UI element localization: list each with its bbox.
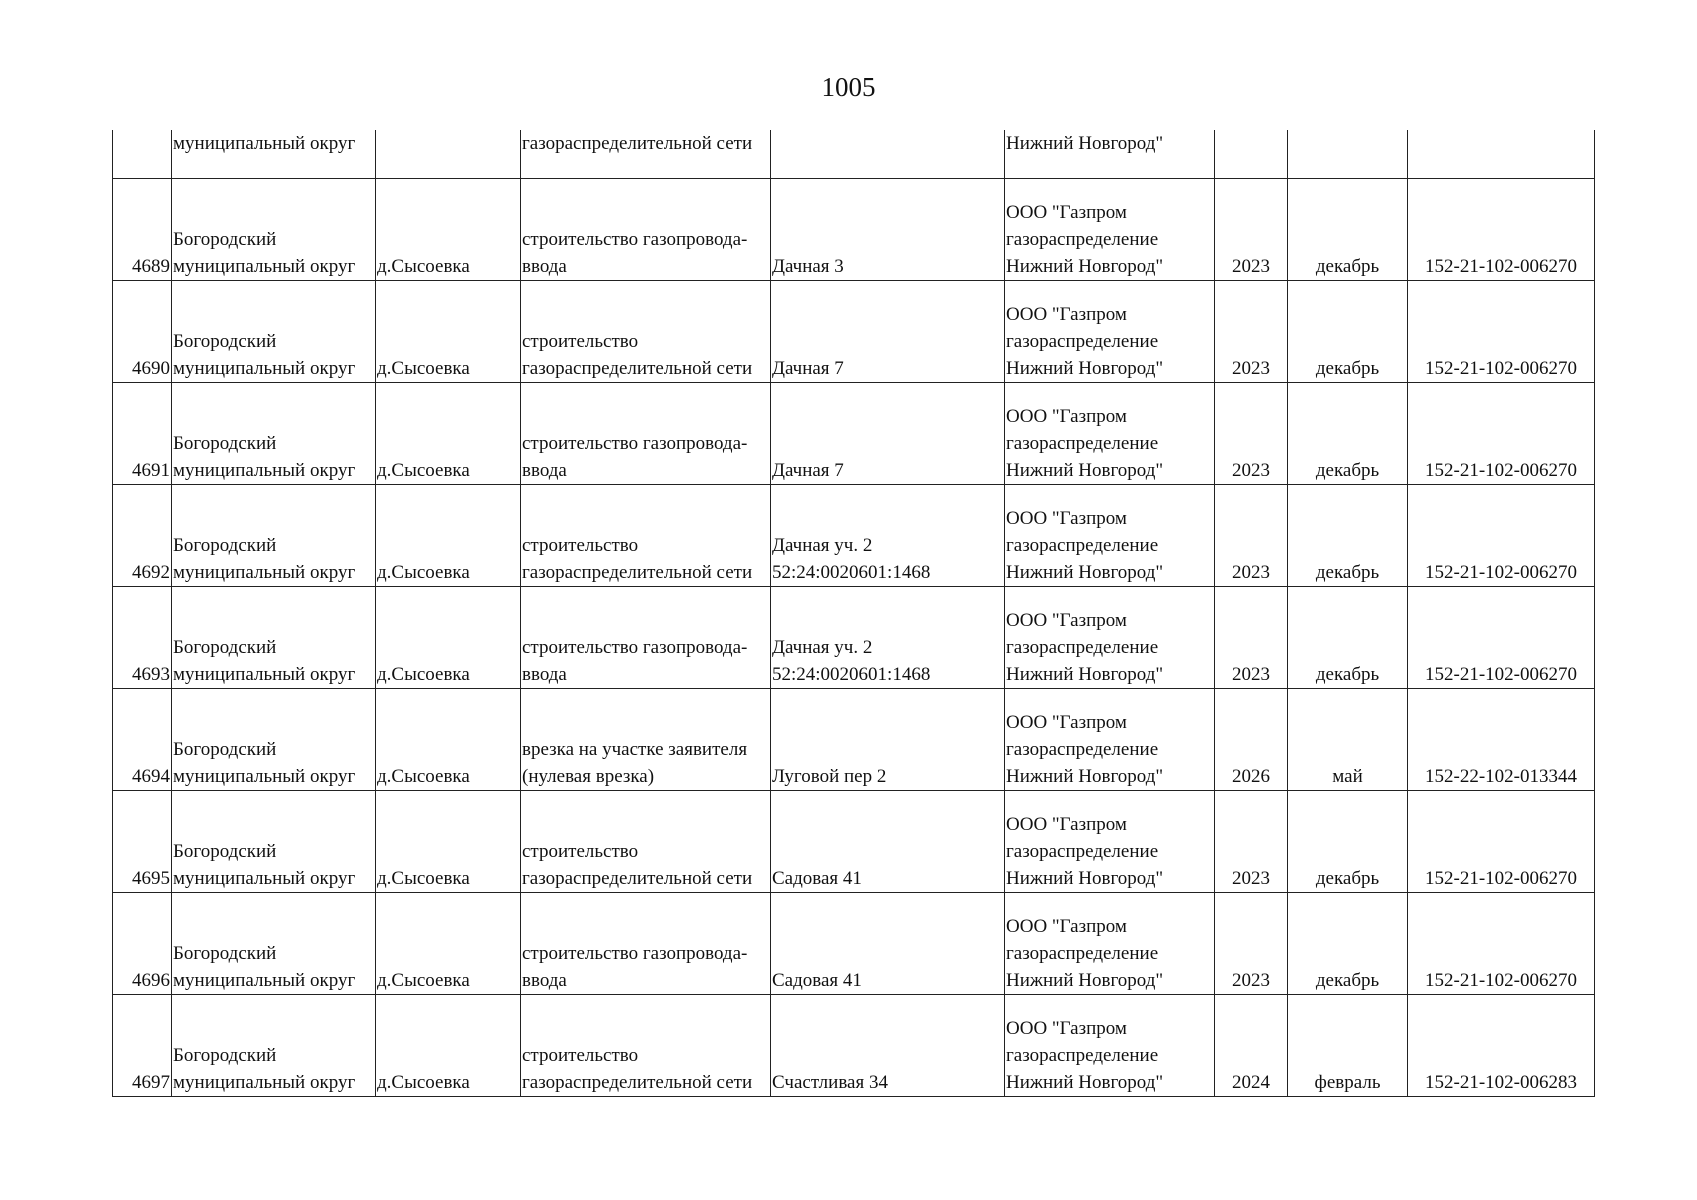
table-row	[113, 791, 1595, 893]
cell-work-line: строительство газопровода-	[522, 637, 748, 658]
cell-work-line: газораспределительной сети	[522, 1072, 753, 1093]
cell-org-line: ООО "Газпром	[1006, 508, 1127, 529]
cell-code: 152-22-102-013344	[1408, 689, 1595, 791]
cell-address	[771, 485, 1005, 587]
cell-org-line: ООО "Газпром	[1006, 610, 1127, 631]
cell-org	[1005, 281, 1215, 383]
cell-num: 4696	[113, 893, 172, 995]
cell-code	[1408, 130, 1595, 179]
cell-month: декабрь	[1288, 791, 1408, 893]
cell-work-line: ввода	[522, 460, 567, 481]
cell-org-line: газораспределение	[1006, 841, 1159, 862]
cell-village: д.Сысоевка	[376, 179, 521, 281]
cell-work	[521, 689, 771, 791]
cell-month: декабрь	[1288, 383, 1408, 485]
cell-org-line: Нижний Новгород"	[1006, 358, 1164, 379]
cell-org	[1005, 485, 1215, 587]
table-row	[113, 587, 1595, 689]
cell-village	[376, 130, 521, 179]
cell-village: д.Сысоевка	[376, 383, 521, 485]
cell-org-line: ООО "Газпром	[1006, 202, 1127, 223]
cell-code: 152-21-102-006270	[1408, 383, 1595, 485]
cell-org-line: газораспределение	[1006, 943, 1159, 964]
cell-district-line: муниципальный округ	[173, 1072, 356, 1093]
cell-org-line: Нижний Новгород"	[1006, 256, 1164, 277]
cell-address-line: Дачная 7	[772, 460, 844, 481]
cell-org-line: Нижний Новгород"	[1006, 562, 1164, 583]
cell-code: 152-21-102-006270	[1408, 179, 1595, 281]
cell-work-line: ввода	[522, 664, 567, 685]
cell-code: 152-21-102-006270	[1408, 485, 1595, 587]
cell-work-line: ввода	[522, 256, 567, 277]
cell-address-line: Луговой пер 2	[772, 766, 887, 787]
cell-address	[771, 130, 1005, 179]
cell-village: д.Сысоевка	[376, 587, 521, 689]
cell-district-line: муниципальный округ	[173, 868, 356, 889]
cell-work-line: строительство	[522, 535, 639, 556]
cell-address-line: Дачная уч. 2	[772, 637, 873, 658]
cell-year: 2023	[1215, 281, 1288, 383]
cell-org: Нижний Новгород"	[1005, 130, 1215, 179]
cell-month: декабрь	[1288, 281, 1408, 383]
continuation-row	[113, 130, 1595, 179]
cell-work	[521, 179, 771, 281]
cell-year	[1215, 130, 1288, 179]
cell-district-line: Богородский	[173, 1045, 277, 1066]
cell-org-line: Нижний Новгород"	[1006, 970, 1164, 991]
table-row	[113, 179, 1595, 281]
cell-org-line: Нижний Новгород"	[1006, 1072, 1164, 1093]
cell-org-line: газораспределение	[1006, 433, 1159, 454]
cell-address	[771, 179, 1005, 281]
cell-address-line: Дачная уч. 2	[772, 535, 873, 556]
cell-district-line: Богородский	[173, 535, 277, 556]
cell-district-line: Богородский	[173, 331, 277, 352]
cell-village: д.Сысоевка	[376, 281, 521, 383]
cell-district-line: муниципальный округ	[173, 460, 356, 481]
cell-district-line: Богородский	[173, 229, 277, 250]
cell-num: 4692	[113, 485, 172, 587]
cell-month: декабрь	[1288, 893, 1408, 995]
registry-table	[112, 130, 1595, 1097]
cell-org-line: газораспределение	[1006, 637, 1159, 658]
cell-work	[521, 995, 771, 1097]
cell-month	[1288, 130, 1408, 179]
table-row	[113, 689, 1595, 791]
cell-month: декабрь	[1288, 179, 1408, 281]
cell-org-line: Нижний Новгород"	[1006, 766, 1164, 787]
cell-work-line: строительство газопровода-	[522, 943, 748, 964]
cell-org-line: ООО "Газпром	[1006, 916, 1127, 937]
table-row	[113, 281, 1595, 383]
cell-address-line: 52:24:0020601:1468	[772, 562, 931, 583]
cell-district	[172, 179, 376, 281]
cell-org	[1005, 893, 1215, 995]
cell-org	[1005, 689, 1215, 791]
cell-num: 4697	[113, 995, 172, 1097]
cell-org	[1005, 791, 1215, 893]
cell-district	[172, 893, 376, 995]
cell-address-line: Садовая 41	[772, 868, 862, 889]
table-row	[113, 893, 1595, 995]
cell-address	[771, 383, 1005, 485]
cell-num: 4693	[113, 587, 172, 689]
cell-address	[771, 689, 1005, 791]
cell-district	[172, 587, 376, 689]
cell-year: 2023	[1215, 791, 1288, 893]
cell-district	[172, 485, 376, 587]
cell-district	[172, 281, 376, 383]
cell-district	[172, 791, 376, 893]
cell-district	[172, 689, 376, 791]
cell-district	[172, 383, 376, 485]
table-row	[113, 995, 1595, 1097]
cell-work	[521, 893, 771, 995]
cell-org-line: ООО "Газпром	[1006, 712, 1127, 733]
cell-num: 4690	[113, 281, 172, 383]
cell-org	[1005, 587, 1215, 689]
cell-address-line: Дачная 7	[772, 358, 844, 379]
cell-village: д.Сысоевка	[376, 995, 521, 1097]
cell-district-line: Богородский	[173, 433, 277, 454]
cell-code: 152-21-102-006270	[1408, 281, 1595, 383]
cell-district-line: Богородский	[173, 637, 277, 658]
cell-work-line: ввода	[522, 970, 567, 991]
cell-village: д.Сысоевка	[376, 485, 521, 587]
cell-org	[1005, 995, 1215, 1097]
cell-village: д.Сысоевка	[376, 791, 521, 893]
cell-code: 152-21-102-006270	[1408, 587, 1595, 689]
cell-org-line: газораспределение	[1006, 229, 1159, 250]
cell-district	[172, 995, 376, 1097]
cell-num: 4689	[113, 179, 172, 281]
cell-work-line: строительство газопровода-	[522, 229, 748, 250]
cell-num: 4694	[113, 689, 172, 791]
cell-work	[521, 281, 771, 383]
cell-district-line: муниципальный округ	[173, 256, 356, 277]
cell-work-line: строительство	[522, 331, 639, 352]
cell-district: муниципальный округ	[172, 130, 376, 179]
cell-org-line: газораспределение	[1006, 739, 1159, 760]
cell-year: 2023	[1215, 893, 1288, 995]
cell-district-line: муниципальный округ	[173, 766, 356, 787]
cell-address	[771, 281, 1005, 383]
cell-district-line: муниципальный округ	[173, 358, 356, 379]
cell-work-line: строительство	[522, 1045, 639, 1066]
cell-year: 2026	[1215, 689, 1288, 791]
cell-district-line: Богородский	[173, 841, 277, 862]
cell-work-line: строительство газопровода-	[522, 433, 748, 454]
cell-org-line: Нижний Новгород"	[1006, 460, 1164, 481]
cell-org-line: газораспределение	[1006, 1045, 1159, 1066]
cell-address-line: Дачная 3	[772, 256, 844, 277]
cell-work-line: газораспределительной сети	[522, 562, 753, 583]
cell-district-line: муниципальный округ	[173, 562, 356, 583]
cell-month: декабрь	[1288, 587, 1408, 689]
cell-org-line: Нижний Новгород"	[1006, 664, 1164, 685]
cell-year: 2024	[1215, 995, 1288, 1097]
cell-address	[771, 893, 1005, 995]
cell-work-line: газораспределительной сети	[522, 868, 753, 889]
cell-work-line: газораспределительной сети	[522, 358, 753, 379]
cell-district-line: муниципальный округ	[173, 664, 356, 685]
cell-year: 2023	[1215, 383, 1288, 485]
table-row	[113, 383, 1595, 485]
cell-address	[771, 791, 1005, 893]
cell-village: д.Сысоевка	[376, 689, 521, 791]
cell-code: 152-21-102-006270	[1408, 791, 1595, 893]
cell-work	[521, 791, 771, 893]
cell-org-line: газораспределение	[1006, 535, 1159, 556]
cell-address-line: Счастливая 34	[772, 1072, 888, 1093]
cell-address	[771, 587, 1005, 689]
cell-work-line: (нулевая врезка)	[522, 766, 655, 787]
cell-work-line: врезка на участке заявителя	[522, 739, 748, 760]
table-row	[113, 485, 1595, 587]
cell-work-line: строительство	[522, 841, 639, 862]
cell-year: 2023	[1215, 587, 1288, 689]
cell-org-line: ООО "Газпром	[1006, 1018, 1127, 1039]
cell-year: 2023	[1215, 179, 1288, 281]
cell-address	[771, 995, 1005, 1097]
cell-district-line: Богородский	[173, 943, 277, 964]
cell-month: февраль	[1288, 995, 1408, 1097]
cell-address-line: 52:24:0020601:1468	[772, 664, 931, 685]
cell-district-line: Богородский	[173, 739, 277, 760]
cell-org-line: ООО "Газпром	[1006, 406, 1127, 427]
cell-org-line: газораспределение	[1006, 331, 1159, 352]
cell-code: 152-21-102-006283	[1408, 995, 1595, 1097]
cell-org-line: Нижний Новгород"	[1006, 868, 1164, 889]
cell-work	[521, 383, 771, 485]
cell-org-line: ООО "Газпром	[1006, 814, 1127, 835]
cell-work	[521, 485, 771, 587]
cell-work	[521, 587, 771, 689]
cell-org-line: ООО "Газпром	[1006, 304, 1127, 325]
cell-num	[113, 130, 172, 179]
cell-org	[1005, 383, 1215, 485]
cell-district-line: муниципальный округ	[173, 970, 356, 991]
cell-num: 4695	[113, 791, 172, 893]
cell-work: газораспределительной сети	[521, 130, 771, 179]
cell-org	[1005, 179, 1215, 281]
cell-village: д.Сысоевка	[376, 893, 521, 995]
cell-year: 2023	[1215, 485, 1288, 587]
cell-address-line: Садовая 41	[772, 970, 862, 991]
cell-code: 152-21-102-006270	[1408, 893, 1595, 995]
page-number: 1005	[821, 72, 876, 102]
cell-month: май	[1288, 689, 1408, 791]
cell-month: декабрь	[1288, 485, 1408, 587]
cell-num: 4691	[113, 383, 172, 485]
registry-body	[113, 130, 1595, 1097]
